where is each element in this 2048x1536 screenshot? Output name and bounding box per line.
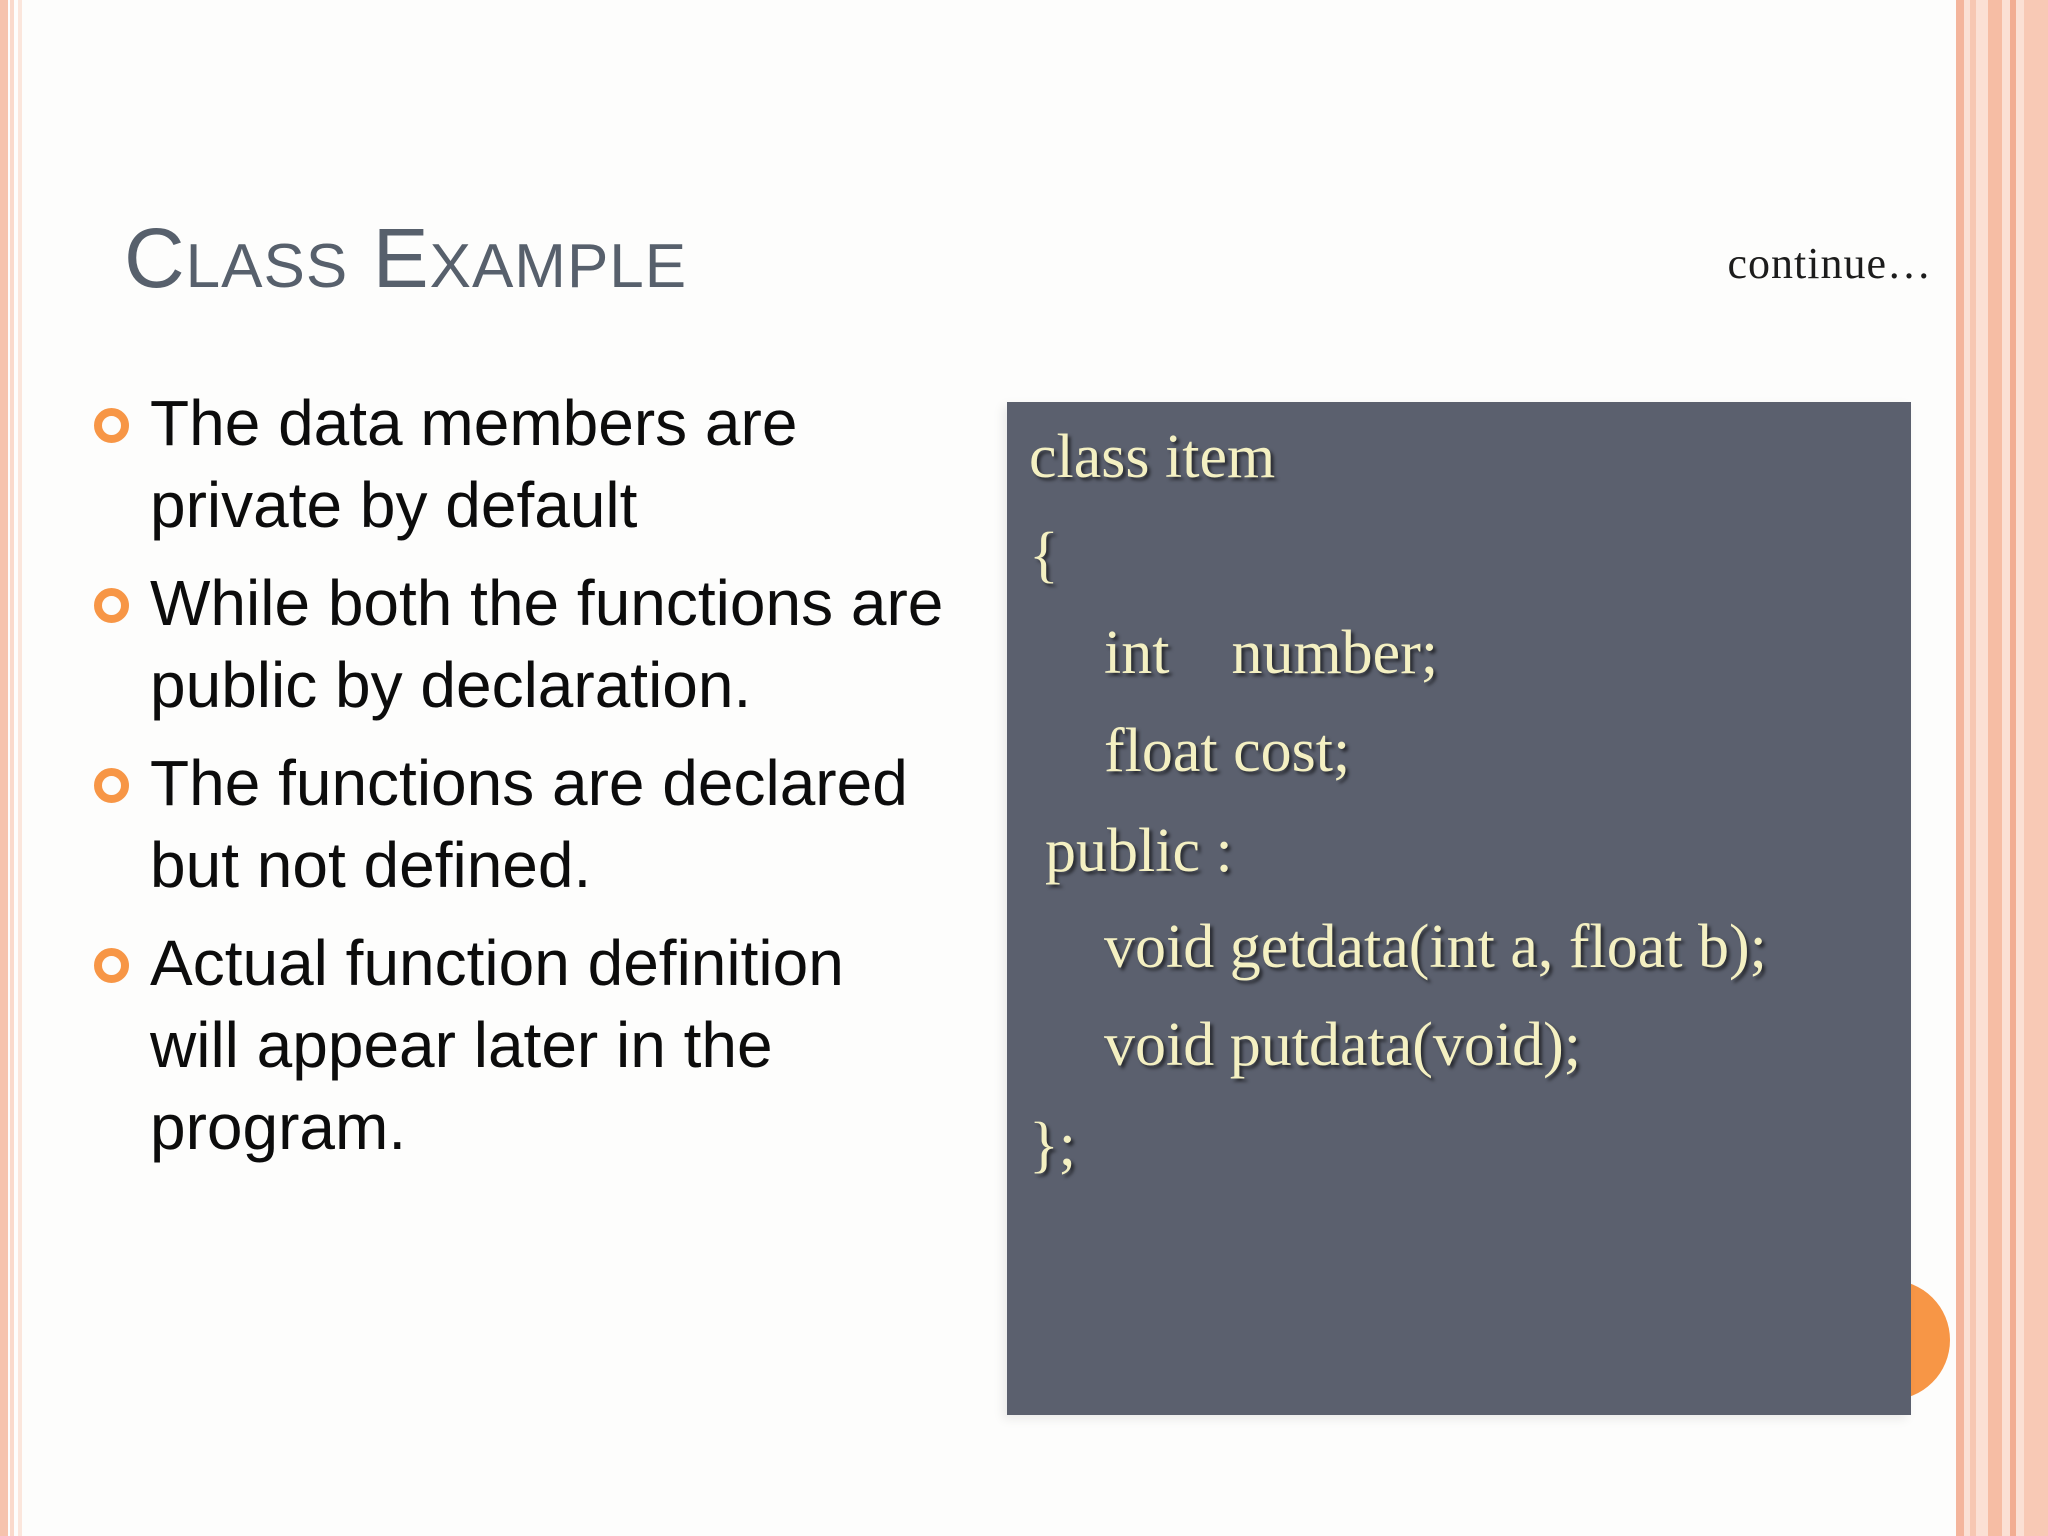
- left-border-stripe: [10, 0, 14, 1536]
- code-line: };: [1029, 1111, 1076, 1179]
- code-line: public :: [1045, 817, 1233, 885]
- code-line: int number;: [1104, 619, 1439, 687]
- title-rest: XAMPLE: [429, 232, 688, 301]
- continue-label: continue…: [1727, 239, 1932, 288]
- bullet-item: [90, 742, 950, 906]
- bullet-circle-icon: [94, 768, 129, 803]
- bullet-text: The data members are private by default: [150, 387, 798, 541]
- bullet-item: [90, 562, 950, 726]
- title-initial: C: [124, 211, 186, 305]
- bullet-circle-icon: [94, 408, 129, 443]
- slide-title: [124, 210, 687, 307]
- title-initial: E: [372, 211, 430, 305]
- code-line: {: [1029, 521, 1059, 589]
- left-border-stripe: [18, 0, 22, 1536]
- code-line: float cost;: [1104, 717, 1351, 785]
- left-border-stripe: [0, 0, 8, 1536]
- bullet-item: [90, 922, 950, 1168]
- code-block: [1007, 402, 1911, 1415]
- right-border-stripe: [2010, 0, 2016, 1536]
- right-border-stripe: [1956, 0, 1964, 1536]
- right-border-stripe: [1988, 0, 2002, 1536]
- bullet-list: [90, 382, 950, 1184]
- bullet-circle-icon: [94, 948, 129, 983]
- right-border-stripe: [1970, 0, 1976, 1536]
- title-rest: LASS: [185, 232, 349, 301]
- bullet-text: While both the functions are public by declaration.: [150, 567, 944, 721]
- bullet-text: The functions are declared but not defined.: [150, 747, 908, 901]
- bullet-circle-icon: [94, 588, 129, 623]
- code-line: void putdata(void);: [1104, 1011, 1581, 1079]
- right-border-stripe: [2024, 0, 2048, 1536]
- code-line: void getdata(int a, float b);: [1104, 913, 1767, 981]
- bullet-text: Actual function definition will appear later in the program.: [150, 927, 844, 1163]
- code-line: class item: [1029, 423, 1276, 491]
- bullet-item: [90, 382, 950, 546]
